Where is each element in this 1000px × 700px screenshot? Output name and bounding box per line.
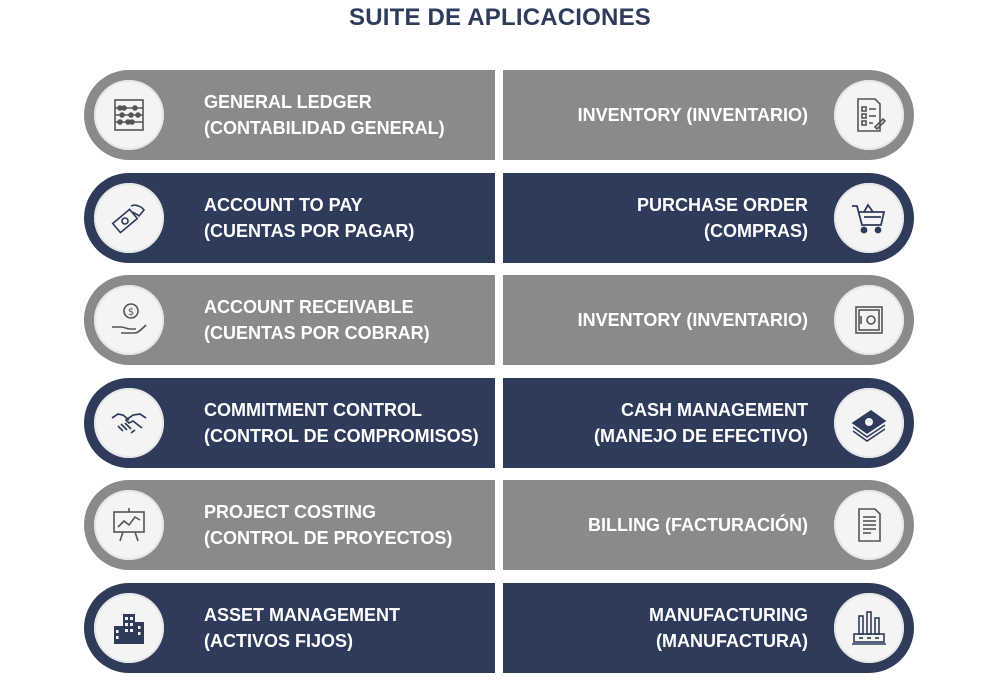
handshake-icon: [94, 388, 164, 458]
app-name-spanish: (MANUFACTURA): [656, 631, 808, 651]
checklist-document-icon: [834, 80, 904, 150]
app-name-spanish: (ACTIVOS FIJOS): [204, 631, 354, 651]
shopping-cart-icon: [834, 183, 904, 253]
app-name: BILLING (FACTURACIÓN): [588, 515, 808, 535]
app-label: [204, 397, 479, 449]
app-name: ACCOUNT RECEIVABLE: [204, 297, 414, 317]
app-name: CASH MANAGEMENT: [621, 400, 808, 420]
app-tile-account-receivable[interactable]: [84, 275, 495, 365]
app-tile-inventory[interactable]: [503, 70, 914, 160]
app-label: [204, 602, 400, 654]
app-name: MANUFACTURING: [649, 605, 808, 625]
app-name: COMMITMENT CONTROL: [204, 400, 422, 420]
invoice-icon: [834, 490, 904, 560]
row-asset-management: [84, 583, 914, 673]
app-label: [204, 499, 452, 551]
app-name: PURCHASE ORDER: [636, 195, 808, 215]
app-name-spanish: (CUENTAS POR PAGAR): [204, 221, 415, 241]
app-name-spanish: (MANEJO DE EFECTIVO): [593, 426, 808, 446]
app-name: ACCOUNT TO PAY: [204, 195, 363, 215]
app-tile-account-to-pay[interactable]: [84, 173, 495, 263]
hand-coin-icon: [94, 285, 164, 355]
app-name: INVENTORY (INVENTARIO): [577, 105, 808, 125]
factory-icon: [834, 593, 904, 663]
app-tile-billing[interactable]: [503, 480, 914, 570]
app-label: [637, 192, 808, 244]
row-general-ledger: [84, 70, 914, 160]
app-label: [578, 307, 808, 333]
row-account-to-pay: [84, 173, 914, 263]
app-tile-project-costing[interactable]: [84, 480, 495, 570]
app-tile-purchase-order[interactable]: [503, 173, 914, 263]
abacus-icon: [94, 80, 164, 150]
app-label: [204, 192, 414, 244]
app-name: GENERAL LEDGER: [204, 92, 372, 112]
row-account-receivable: [84, 275, 914, 365]
app-label: [578, 102, 808, 128]
app-tile-general-ledger[interactable]: [84, 70, 495, 160]
page-title: SUITE DE APLICACIONES: [348, 4, 651, 31]
app-name-spanish: (CUENTAS POR COBRAR): [204, 323, 430, 343]
app-name: INVENTORY (INVENTARIO): [577, 310, 808, 330]
app-name: ASSET MANAGEMENT: [204, 605, 401, 625]
buildings-icon: [94, 593, 164, 663]
app-tile-asset-management[interactable]: [84, 583, 495, 673]
hand-money-icon: [94, 183, 164, 253]
safe-icon: [834, 285, 904, 355]
row-project-costing: [84, 480, 914, 570]
app-name-spanish: (CONTABILIDAD GENERAL): [204, 118, 445, 138]
app-tile-cash-management[interactable]: [503, 378, 914, 468]
app-label: [594, 397, 808, 449]
app-label: [649, 602, 808, 654]
svg-text:$: $: [127, 307, 135, 318]
app-name-spanish: (CONTROL DE COMPROMISOS): [204, 426, 479, 446]
app-name-spanish: (CONTROL DE PROYECTOS): [204, 528, 453, 548]
app-tile-commitment-control[interactable]: [84, 378, 495, 468]
app-label: [204, 89, 445, 141]
app-name: PROJECT COSTING: [204, 502, 377, 522]
presentation-chart-icon: [94, 490, 164, 560]
app-label: [588, 512, 808, 538]
cash-stack-icon: [834, 388, 904, 458]
app-tile-inventory-safe[interactable]: [503, 275, 914, 365]
app-name-spanish: (COMPRAS): [704, 221, 808, 241]
row-commitment-control: [84, 378, 914, 468]
app-label: [204, 294, 430, 346]
app-tile-manufacturing[interactable]: [503, 583, 914, 673]
